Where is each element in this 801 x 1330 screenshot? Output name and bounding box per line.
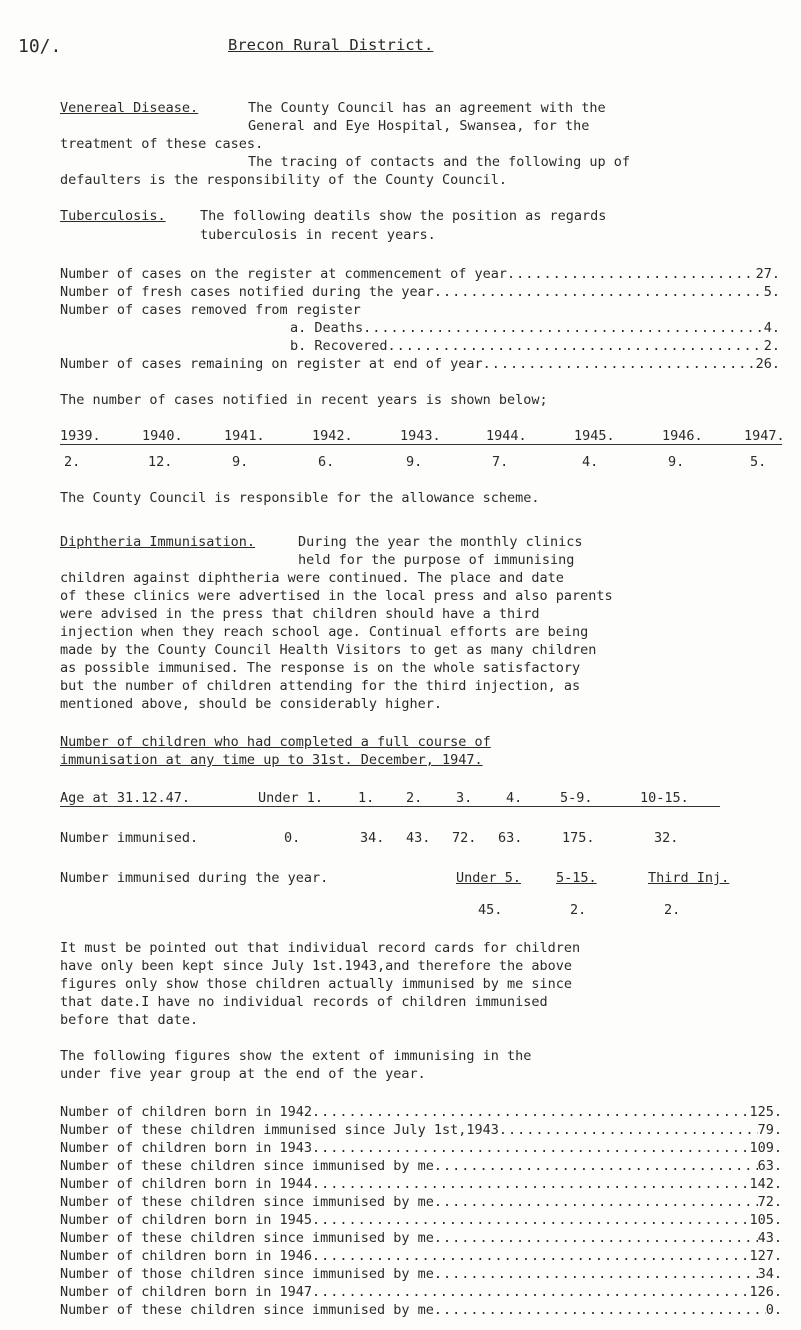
under-five-value: 43. bbox=[757, 1230, 782, 1246]
tb-row bbox=[60, 266, 780, 282]
tb-row-value: 5. bbox=[763, 284, 780, 300]
tb-count: 9. bbox=[406, 454, 423, 470]
age-col: 3. bbox=[456, 790, 473, 806]
tb-allowance: The County Council is responsible for the allowance scheme. bbox=[60, 490, 540, 506]
tb-row bbox=[290, 320, 780, 336]
extent-para-line: under five year group at the end of the year. bbox=[60, 1066, 426, 1082]
tb-year: 1947. bbox=[744, 428, 785, 444]
page-number: 10/. bbox=[18, 36, 62, 57]
age-col: Under 1. bbox=[258, 790, 324, 806]
under-five-label: Number of children born in 1943 bbox=[60, 1140, 312, 1156]
under-five-label: Number of children born in 1947 bbox=[60, 1284, 312, 1300]
under-five-row bbox=[60, 1158, 782, 1174]
tb-count: 5. bbox=[750, 454, 767, 470]
immunised-value: 32. bbox=[654, 830, 679, 846]
records-para-line: figures only show those children actually immunised by me since bbox=[60, 976, 573, 992]
tb-count: 4. bbox=[582, 454, 599, 470]
diphtheria-para-line: children against diphtheria were continued. The place and date bbox=[60, 570, 564, 586]
age-col: 5-9. bbox=[560, 790, 593, 806]
tb-year: 1946. bbox=[662, 428, 703, 444]
tb-row-value: 26. bbox=[755, 356, 780, 372]
under-five-row bbox=[60, 1266, 782, 1282]
age-col: 10-15. bbox=[640, 790, 689, 806]
under-five-value: 109. bbox=[749, 1140, 782, 1156]
records-para-line: have only been kept since July 1st.1943,and therefore the above bbox=[60, 958, 573, 974]
diphtheria-para-line: mentioned above, should be considerably higher. bbox=[60, 696, 443, 712]
tb-row-label: Number of cases on the register at commencement of year bbox=[60, 266, 508, 282]
age-header-row bbox=[60, 790, 720, 807]
diphtheria-line-2: held for the purpose of immunising bbox=[298, 552, 575, 568]
under-five-label: Number of these children since immunised by me bbox=[60, 1158, 434, 1174]
under-five-value: 79. bbox=[757, 1122, 782, 1138]
under-five-row bbox=[60, 1284, 782, 1300]
during-year-row bbox=[60, 870, 750, 886]
immunised-value: 34. bbox=[360, 830, 385, 846]
tb-count: 12. bbox=[148, 454, 173, 470]
tb-row-label: b. Recovered bbox=[290, 338, 388, 354]
under-five-value: 126. bbox=[749, 1284, 782, 1300]
diphtheria-para-line: of these clinics were advertised in the local press and also parents bbox=[60, 588, 613, 604]
under-five-label: Number of these children since immunised by me bbox=[60, 1194, 434, 1210]
tb-row-value: 4. bbox=[763, 320, 780, 336]
under-five-value: 72. bbox=[757, 1194, 782, 1210]
during-year-col: Third Inj. bbox=[648, 870, 730, 886]
diphtheria-para-line: injection when they reach school age. Continual efforts are being bbox=[60, 624, 589, 640]
under-five-label: Number of children born in 1944 bbox=[60, 1176, 312, 1192]
tb-line-2: tuberculosis in recent years. bbox=[200, 227, 436, 243]
tb-row-label: Number of cases remaining on register at end of year bbox=[60, 356, 483, 372]
tb-row-label: Number of cases removed from register bbox=[60, 302, 361, 318]
diphtheria-line-1: During the year the monthly clinics bbox=[298, 534, 583, 550]
under-five-value: 63. bbox=[757, 1158, 782, 1174]
venereal-line-2: General and Eye Hospital, Swansea, for the bbox=[248, 118, 590, 134]
during-year-col: 5-15. bbox=[556, 870, 597, 886]
tb-years-row bbox=[60, 428, 785, 445]
tb-count: 2. bbox=[64, 454, 81, 470]
diphtheria-para-line: made by the County Council Health Visitors to get as many children bbox=[60, 642, 597, 658]
under-five-label: Number of those children since immunised by me bbox=[60, 1266, 434, 1282]
under-five-value: 0. bbox=[765, 1302, 782, 1318]
age-col: 2. bbox=[406, 790, 423, 806]
under-five-row bbox=[60, 1194, 782, 1210]
immunised-value: 43. bbox=[406, 830, 431, 846]
under-five-label: Number of children born in 1942 bbox=[60, 1104, 312, 1120]
diphtheria-heading: Diphtheria Immunisation. bbox=[60, 534, 256, 550]
tb-year: 1942. bbox=[312, 428, 353, 444]
age-col: 1. bbox=[358, 790, 375, 806]
immunised-value: 175. bbox=[562, 830, 595, 846]
under-five-row bbox=[60, 1248, 782, 1264]
diphtheria-para-line: as possible immunised. The response is on the whole satisfactory bbox=[60, 660, 581, 676]
during-year-label: Number immunised during the year. bbox=[60, 870, 329, 886]
tb-year: 1939. bbox=[60, 428, 101, 444]
under-five-value: 105. bbox=[749, 1212, 782, 1228]
extent-para-line: The following figures show the extent of immunising in the bbox=[60, 1048, 532, 1064]
tb-heading: Tuberculosis. bbox=[60, 208, 166, 224]
under-five-value: 125. bbox=[749, 1104, 782, 1120]
age-col: 4. bbox=[506, 790, 523, 806]
tb-year: 1945. bbox=[574, 428, 615, 444]
records-para-line: before that date. bbox=[60, 1012, 199, 1028]
full-course-heading-1: Number of children who had completed a full course of bbox=[60, 734, 491, 750]
venereal-line-5: defaulters is the responsibility of the County Council. bbox=[60, 172, 508, 188]
under-five-value: 142. bbox=[749, 1176, 782, 1192]
tb-row-value: 2. bbox=[763, 338, 780, 354]
immunised-row bbox=[60, 830, 720, 846]
tb-count: 7. bbox=[492, 454, 509, 470]
under-five-row bbox=[60, 1140, 782, 1156]
tb-row bbox=[60, 356, 780, 372]
under-five-label: Number of these children since immunised by me bbox=[60, 1302, 434, 1318]
under-five-value: 127. bbox=[749, 1248, 782, 1264]
tb-count: 6. bbox=[318, 454, 335, 470]
tb-counts-row bbox=[60, 454, 782, 470]
during-year-value: 2. bbox=[664, 902, 681, 918]
venereal-line-3: treatment of these cases. bbox=[60, 136, 264, 152]
tb-recent-intro: The number of cases notified in recent years is shown below; bbox=[60, 392, 548, 408]
under-five-row bbox=[60, 1302, 782, 1318]
tb-line-1: The following deatils show the position as regards bbox=[200, 208, 607, 224]
under-five-row bbox=[60, 1212, 782, 1228]
venereal-line-4: The tracing of contacts and the following up of bbox=[248, 154, 631, 170]
tb-year: 1941. bbox=[224, 428, 265, 444]
tb-count: 9. bbox=[668, 454, 685, 470]
tb-row-label: a. Deaths bbox=[290, 320, 364, 336]
immunised-label: Number immunised. bbox=[60, 830, 199, 846]
tb-row-value: 27. bbox=[755, 266, 780, 282]
full-course-heading-2: immunisation at any time up to 31st. December, 1947. bbox=[60, 752, 483, 768]
under-five-value: 34. bbox=[757, 1266, 782, 1282]
immunised-value: 72. bbox=[452, 830, 477, 846]
tb-count: 9. bbox=[232, 454, 249, 470]
page-title: Brecon Rural District. bbox=[228, 36, 434, 54]
under-five-label: Number of these children immunised since July 1st,1943 bbox=[60, 1122, 499, 1138]
tb-year: 1943. bbox=[400, 428, 441, 444]
diphtheria-para-line: but the number of children attending for the third injection, as bbox=[60, 678, 581, 694]
diphtheria-para-line: were advised in the press that children should have a third bbox=[60, 606, 540, 622]
under-five-label: Number of children born in 1945 bbox=[60, 1212, 312, 1228]
venereal-heading: Venereal Disease. bbox=[60, 100, 199, 116]
during-year-col: Under 5. bbox=[456, 870, 522, 886]
tb-row-label: Number of fresh cases notified during the year bbox=[60, 284, 434, 300]
under-five-row bbox=[60, 1122, 782, 1138]
under-five-row bbox=[60, 1176, 782, 1192]
under-five-row bbox=[60, 1230, 782, 1246]
tb-row bbox=[60, 284, 780, 300]
during-year-value: 2. bbox=[570, 902, 587, 918]
immunised-value: 63. bbox=[498, 830, 523, 846]
records-para-line: It must be pointed out that individual record cards for children bbox=[60, 940, 581, 956]
under-five-label: Number of children born in 1946 bbox=[60, 1248, 312, 1264]
records-para-line: that date.I have no individual records of children immunised bbox=[60, 994, 548, 1010]
during-year-value: 45. bbox=[478, 902, 503, 918]
tb-year: 1940. bbox=[142, 428, 183, 444]
tb-row bbox=[290, 338, 780, 354]
immunised-value: 0. bbox=[284, 830, 301, 846]
age-label: Age at 31.12.47. bbox=[60, 790, 191, 806]
under-five-label: Number of these children since immunised by me bbox=[60, 1230, 434, 1246]
tb-year: 1944. bbox=[486, 428, 527, 444]
under-five-row bbox=[60, 1104, 782, 1120]
venereal-line-1: The County Council has an agreement with the bbox=[248, 100, 606, 116]
during-year-values-row bbox=[60, 902, 750, 918]
